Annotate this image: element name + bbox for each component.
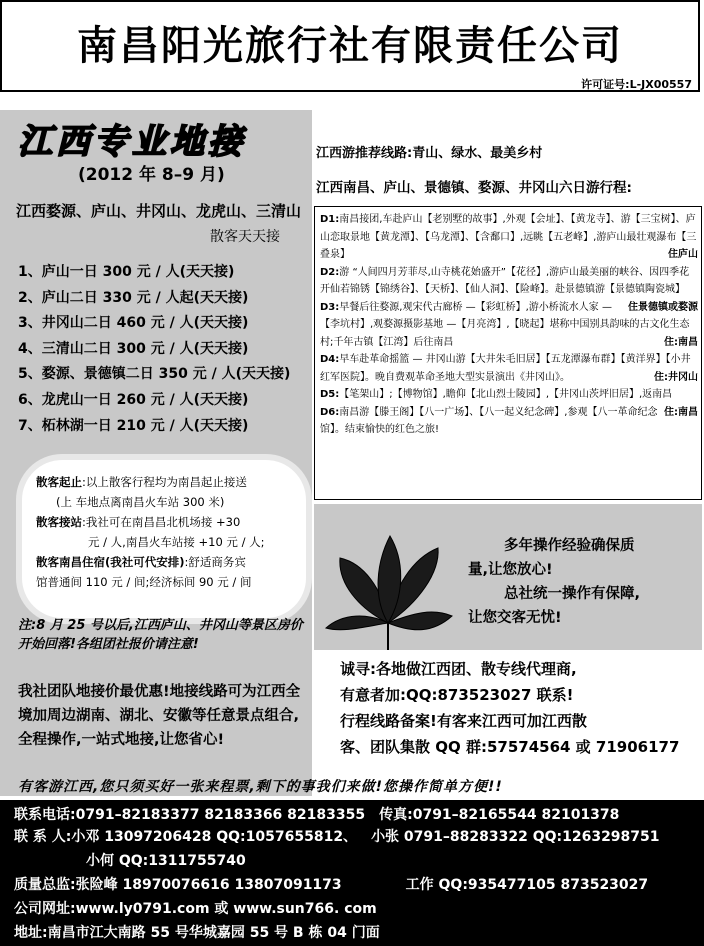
experience-line: 多年操作经验确保质: [504, 538, 635, 554]
stay-label: 散客南昌住宿(我社可代安排): [36, 555, 185, 569]
experience-line: 总社统一操作有保障,: [504, 586, 641, 602]
footer: [0, 800, 704, 946]
date-range: (2012 年 8–9 月): [78, 165, 225, 185]
itinerary-day: [320, 404, 698, 439]
work-qq: 工作 QQ:935477105 873523027: [405, 877, 649, 893]
day-label: D4:: [320, 354, 340, 365]
phone: 联系电话:0791–82183377 82183366 82183355: [14, 807, 366, 823]
stay-text: :舒适商务宾: [184, 555, 246, 569]
address: 地址:南昌市江大南路 55 号华城嘉园 55 号 B 栋 04 门面: [14, 925, 380, 941]
route-list: [18, 260, 290, 439]
wanted-line: 诚寻:各地做江西团、散专线代理商,: [340, 660, 577, 678]
footer-phone-row: [14, 804, 633, 824]
daily-note: 散客天天接: [210, 229, 280, 245]
route-item: 4、三清山二日 300 元 / 人(天天接): [18, 340, 249, 357]
advantage-text: 我社团队地接价最优惠!地接线路可为江西全境加周边湖南、湖北、安徽等任意景点组合,全程操作,一站式地接,让您省心!: [18, 684, 301, 748]
pickup-text: :我社可在南昌昌北机场接 +30: [82, 515, 241, 529]
day-text: 【笔架山】;【博物馆】,瞻仰【北山烈士陵园】,【井冈山茨坪旧居】,返南昌: [339, 389, 673, 400]
price-notice: 注:8 月 25 号以后,江西庐山、井冈山等景区房价开始回落!各组团社报价请注意!: [18, 618, 303, 652]
itinerary-title: 江西南昌、庐山、景德镇、婺源、井冈山六日游行程:: [316, 180, 632, 196]
wanted-line: 客、团队集散 QQ 群:57574564 或 71906177: [340, 738, 680, 756]
wanted-line: 行程线路备案!有客来江西可加江西散: [340, 712, 587, 730]
company-name: 南昌阳光旅行社有限责任公司: [77, 23, 623, 69]
day-label: D1:: [320, 214, 340, 225]
day-label: D2:: [320, 266, 340, 278]
experience-line: 量,让您放心!: [468, 562, 553, 578]
route-item: 5、婺源、景德镇二日 350 元 / 人(天天接): [18, 366, 291, 383]
contact-2: 小张 0791–88283322 QQ:1263298751: [371, 829, 660, 845]
day-stay: 住:南昌: [664, 336, 698, 348]
contact-1: 联 系 人:小邓 13097206428 QQ:1057655812、: [14, 829, 358, 845]
start-text: :以上散客行程均为南昌起止接送: [82, 475, 247, 489]
leaf-icon: [318, 528, 458, 652]
agent-wanted: [340, 656, 702, 760]
footer-contact-row: [14, 826, 674, 846]
pickup-label: 散客接站: [36, 515, 82, 529]
experience-text: [468, 534, 698, 630]
day-stay: 住:井冈山: [654, 371, 698, 383]
day-text: 早餐后往婺源,观宋代古廊桥 —【彩虹桥】,游小桥流水人家 —【李坑村】,观婺源摄影基地 —【月亮湾】,【晓起】堪称中国别具韵味的古文化生态村;千年古镇【江湾】后往南昌: [320, 301, 690, 348]
day-stay: 住景德镇或婺源: [628, 301, 698, 313]
day-label: D5:: [320, 389, 340, 400]
start-text-2: (上 车地点离南昌火车站 300 米): [56, 495, 225, 509]
day-stay: 住:南昌: [664, 406, 698, 418]
contact-3: 小何 QQ:1311755740: [86, 853, 246, 869]
day-label: D6:: [320, 406, 340, 418]
route-item: 6、龙虎山一日 260 元 / 人(天天接): [18, 391, 249, 408]
route-item: 2、庐山二日 330 元 / 人起(天天接): [18, 289, 249, 306]
day-text: 南昌接团,车赴庐山【老别墅的故事】,外观【会址】、【黄龙寺】、游【三宝树】、庐山恋取景地【黄龙潭】、【乌龙潭】、【含鄱口】,远眺【五老峰】,游庐山最壮观瀑布【三叠泉】: [320, 214, 697, 260]
info-cloud-text: [36, 472, 298, 592]
recommend-route: 江西游推荐线路:青山、绿水、最美乡村: [316, 146, 543, 161]
route-item: 1、庐山一日 300 元 / 人(天天接): [18, 264, 235, 280]
pickup-text-2: 元 / 人,南昌火车站接 +10 元 / 人;: [88, 535, 265, 549]
regions: 江西婺源、庐山、井冈山、龙虎山、三清山: [16, 202, 302, 220]
start-label: 散客起止: [36, 475, 82, 489]
itinerary-day: [320, 351, 698, 386]
license-number: 许可证号:L-JX00557: [581, 78, 692, 91]
day-text: 游 “人间四月芳菲尽,山寺桃花始盛开”【花径】,游庐山最美丽的峡谷、因四季花开仙若锦锈【锦绣谷】、【天桥】、【仙人洞】、【险峰】。赴景德镇游【景德镇陶瓷城】: [320, 266, 690, 295]
itinerary-day: [320, 211, 698, 264]
route-item: 7、柘林湖一日 210 元 / 人(天天接): [18, 417, 249, 434]
stay-text-2: 馆普通间 110 元 / 间;经济标间 90 元 / 间: [36, 575, 252, 589]
itinerary-text: [320, 211, 698, 439]
experience-line: 让您交客无忧!: [468, 610, 562, 626]
fax: 传真:0791–82165544 82101378: [379, 807, 620, 823]
day-stay: 住庐山: [668, 249, 698, 260]
day-text: 南昌游【滕王阁】【八一广场】、【八一起义纪念碑】,参观【八一革命纪念馆】。结束愉快的红色之旅!: [320, 406, 658, 435]
quality-director: 质量总监:张险峰 18970076616 13807091173: [14, 877, 342, 893]
main-title: 江西专业地接: [18, 122, 246, 162]
wanted-line: 有意者加:QQ:873523027 联系!: [340, 686, 574, 704]
day-label: D3:: [320, 301, 340, 313]
slogan: 有客游江西,您只须买好一张来程票,剩下的事我们来做!您操作简单方便!!: [18, 779, 503, 795]
route-item: 3、井冈山二日 460 元 / 人(天天接): [18, 315, 249, 332]
website: 公司网址:www.ly0791.com 或 www.sun766. com: [14, 901, 377, 917]
day-text: 早车赴革命摇篮 — 井冈山游【大井朱毛旧居】【五龙潭瀑布群】【黄洋界】【小井红军医院】。晚自费观革命圣地大型实景演出《井冈山》。: [320, 354, 691, 383]
footer-quality-row: [14, 874, 662, 894]
